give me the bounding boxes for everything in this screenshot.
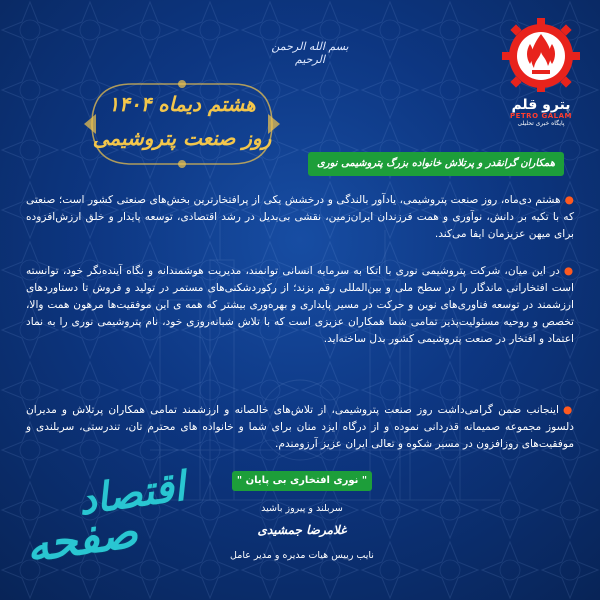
eghtesad-watermark-logo: [20, 462, 188, 580]
greeting-banner-text: همکاران گرانقدر و پرتلاش خانواده بزرگ پتروشیمی نوری: [316, 158, 555, 169]
paragraph-2-text: در این میان، شرکت پتروشیمی نوری با اتکا به سرمایه انسانی توانمند، مدیریت هوشمندانه و نگاه آینده‌نگر خود، توانسته است افتخاراتی ماندگار را در سطح ملی و بین‌المللی رقم بزند؛ از رکوردشکنی‌های مستمر در تولید و فروش تا دستاوردهای ارزشمند در توسعه فناوری‌های نوین و حرکت در مسیر پایداری و بهره‌وری بیشتر که همه ی این موفقیت‌ها مرهون همت والا، تخصص و روحیه مسئولیت‌پذیر تمامی شما همکاران عزیزی است که با تلاش شبانه‌روزی خود، نام پتروشیمی نوری را به نماد اعتماد و افتخار در صنعت پتروشیمی کشور بدل ساخته‌اید.: [26, 265, 574, 345]
closing-greeting: سربلند و پیروز باشید: [261, 503, 343, 514]
paragraph-2: [26, 263, 574, 348]
petro-galam-logo: [496, 18, 586, 128]
bullet-dot-icon: ●: [564, 194, 574, 206]
bismillah-calligraphy: بسم الله الرحمن الرحیم: [271, 40, 349, 66]
paragraph-3: [26, 402, 574, 453]
logo-subtitle: پایگاه خبری تحلیلی: [517, 120, 565, 127]
greeting-banner: [308, 152, 564, 176]
paragraph-1-text: هشتم دی‌ماه، روز صنعت پتروشیمی، یادآور بالندگی و درخشش یکی از پرافتخارترین بخش‌های صنعتی کشور است؛ صنعتی که با تکیه بر دانش، نوآوری و همت فرزندان ایران‌زمین، نقشی بی‌بدیل در رشد اقتصادی، توسعه پایدار و خلق ارزش‌افزوده برای میهن عزیزمان ایفا می‌کند.: [26, 194, 574, 240]
paragraph-3-text: اینجانب ضمن گرامی‌داشت روز صنعت پتروشیمی، از تلاش‌های خالصانه و ارزشمند تمامی همکاران پرتلاش و مدیران دلسوز مجموعه صمیمانه قدردانی نموده و از درگاه ایزد منان برای شما و خانواده های محترم تان، تندرستی، سربلندی و موفقیت‌های روزافزون در مسیر شکوه و تعالی ایران عزیز آرزومندم.: [26, 404, 574, 450]
paragraph-1: [26, 192, 574, 243]
logo-latin-name: PETRO GALAM: [510, 112, 572, 120]
ceo-signature: غلامرضا جمشیدی: [257, 523, 347, 537]
bullet-dot-icon: ●: [562, 404, 575, 416]
bullet-dot-icon: ●: [563, 265, 574, 277]
ornamental-frame: [82, 74, 282, 174]
flame-gear-icon: [502, 18, 580, 92]
logo-brand-name: پترو قلم: [511, 97, 571, 113]
watermark-word-eghtesad: اقتصاد: [75, 462, 188, 525]
slogan-badge: " نوری افتخاری بی پایان ": [232, 471, 372, 491]
title-frame: [82, 74, 282, 174]
watermark-word-safhe: صفحه: [22, 506, 141, 573]
ceo-title: نایب رییس هیات مدیره و مدیر عامل: [230, 550, 374, 561]
title-date: هشتم دیماه ۱۴۰۴: [108, 92, 256, 116]
title-occasion: روز صنعت پتروشیمی: [92, 126, 272, 150]
